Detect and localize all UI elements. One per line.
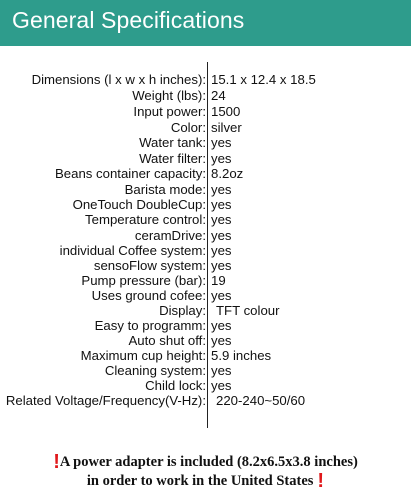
spec-row xyxy=(0,228,411,244)
spec-row xyxy=(0,318,411,334)
spec-row xyxy=(0,182,411,198)
spec-row xyxy=(0,303,411,319)
spec-row xyxy=(0,348,411,364)
spec-row xyxy=(0,166,411,182)
spec-value: 24 xyxy=(211,88,226,103)
spec-value: 1500 xyxy=(211,104,241,119)
spec-label: Display: xyxy=(159,303,206,318)
spec-value: yes xyxy=(211,182,232,197)
spec-row xyxy=(0,393,411,409)
spec-label: Cleaning system: xyxy=(104,363,206,378)
spec-label: Water tank: xyxy=(139,135,206,150)
spec-value: yes xyxy=(211,197,232,212)
spec-row xyxy=(0,258,411,274)
spec-value: yes xyxy=(211,333,232,348)
spec-value: yes xyxy=(211,288,232,303)
spec-label: Weight (lbs): xyxy=(132,88,206,103)
spec-label: Beans container capacity: xyxy=(54,166,206,181)
spec-row xyxy=(0,288,411,304)
spec-value: yes xyxy=(211,151,232,166)
spec-row xyxy=(0,197,411,213)
spec-value: 19 xyxy=(211,273,226,288)
spec-label: sensoFlow system: xyxy=(93,258,206,273)
spec-row xyxy=(0,72,411,88)
note-line-2 xyxy=(0,470,411,493)
spec-row xyxy=(0,88,411,104)
spec-label: individual Coffee system: xyxy=(59,243,206,258)
spec-value: TFT colour xyxy=(216,303,280,318)
spec-row xyxy=(0,151,411,167)
spec-row xyxy=(0,363,411,379)
spec-row xyxy=(0,378,411,394)
spec-value: yes xyxy=(211,228,232,243)
spec-label: Easy to programm: xyxy=(94,318,206,333)
spec-value: 220-240~50/60 xyxy=(216,393,306,408)
spec-label: Related Voltage/Frequency(V-Hz): xyxy=(5,393,206,408)
spec-row xyxy=(0,135,411,151)
spec-label: Temperature control: xyxy=(85,212,206,227)
spec-label: Dimensions (l x w x h inches): xyxy=(31,72,206,87)
spec-value: yes xyxy=(211,243,232,258)
red-exclamation-icon: ! xyxy=(317,470,325,492)
page-title: General Specifications xyxy=(12,7,245,33)
spec-row xyxy=(0,273,411,289)
spec-label: Child lock: xyxy=(145,378,206,393)
spec-value: yes xyxy=(211,135,232,150)
spec-value: 15.1 x 12.4 x 18.5 xyxy=(211,72,316,87)
spec-value: silver xyxy=(211,120,242,135)
note-text-1: A power adapter is included (8.2x6.5x3.8 inches) xyxy=(59,454,358,470)
spec-row xyxy=(0,104,411,120)
spec-value: 5.9 inches xyxy=(211,348,272,363)
spec-label: Auto shut off: xyxy=(128,333,206,348)
spec-label: Water filter: xyxy=(139,151,206,166)
spec-row xyxy=(0,120,411,136)
spec-label: Input power: xyxy=(133,104,206,119)
spec-value: yes xyxy=(211,363,232,378)
note-text-2: in order to work in the United States xyxy=(86,473,314,489)
header-bar xyxy=(0,0,411,46)
spec-value: yes xyxy=(211,258,232,273)
spec-label: Color: xyxy=(170,120,206,135)
spec-label: Uses ground cofee: xyxy=(91,288,206,303)
spec-label: ceramDrive: xyxy=(134,228,206,243)
spec-label: Maximum cup height: xyxy=(80,348,206,363)
spec-row xyxy=(0,333,411,349)
spec-label: OneTouch DoubleCup: xyxy=(72,197,206,212)
spec-label: Pump pressure (bar): xyxy=(81,273,206,288)
spec-label: Barista mode: xyxy=(124,182,206,197)
spec-value: yes xyxy=(211,378,232,393)
spec-value: yes xyxy=(211,212,232,227)
spec-value: 8.2oz xyxy=(211,166,244,181)
spec-row xyxy=(0,212,411,228)
red-exclamation-icon: ! xyxy=(53,451,60,473)
spec-value: yes xyxy=(211,318,232,333)
spec-row xyxy=(0,243,411,259)
